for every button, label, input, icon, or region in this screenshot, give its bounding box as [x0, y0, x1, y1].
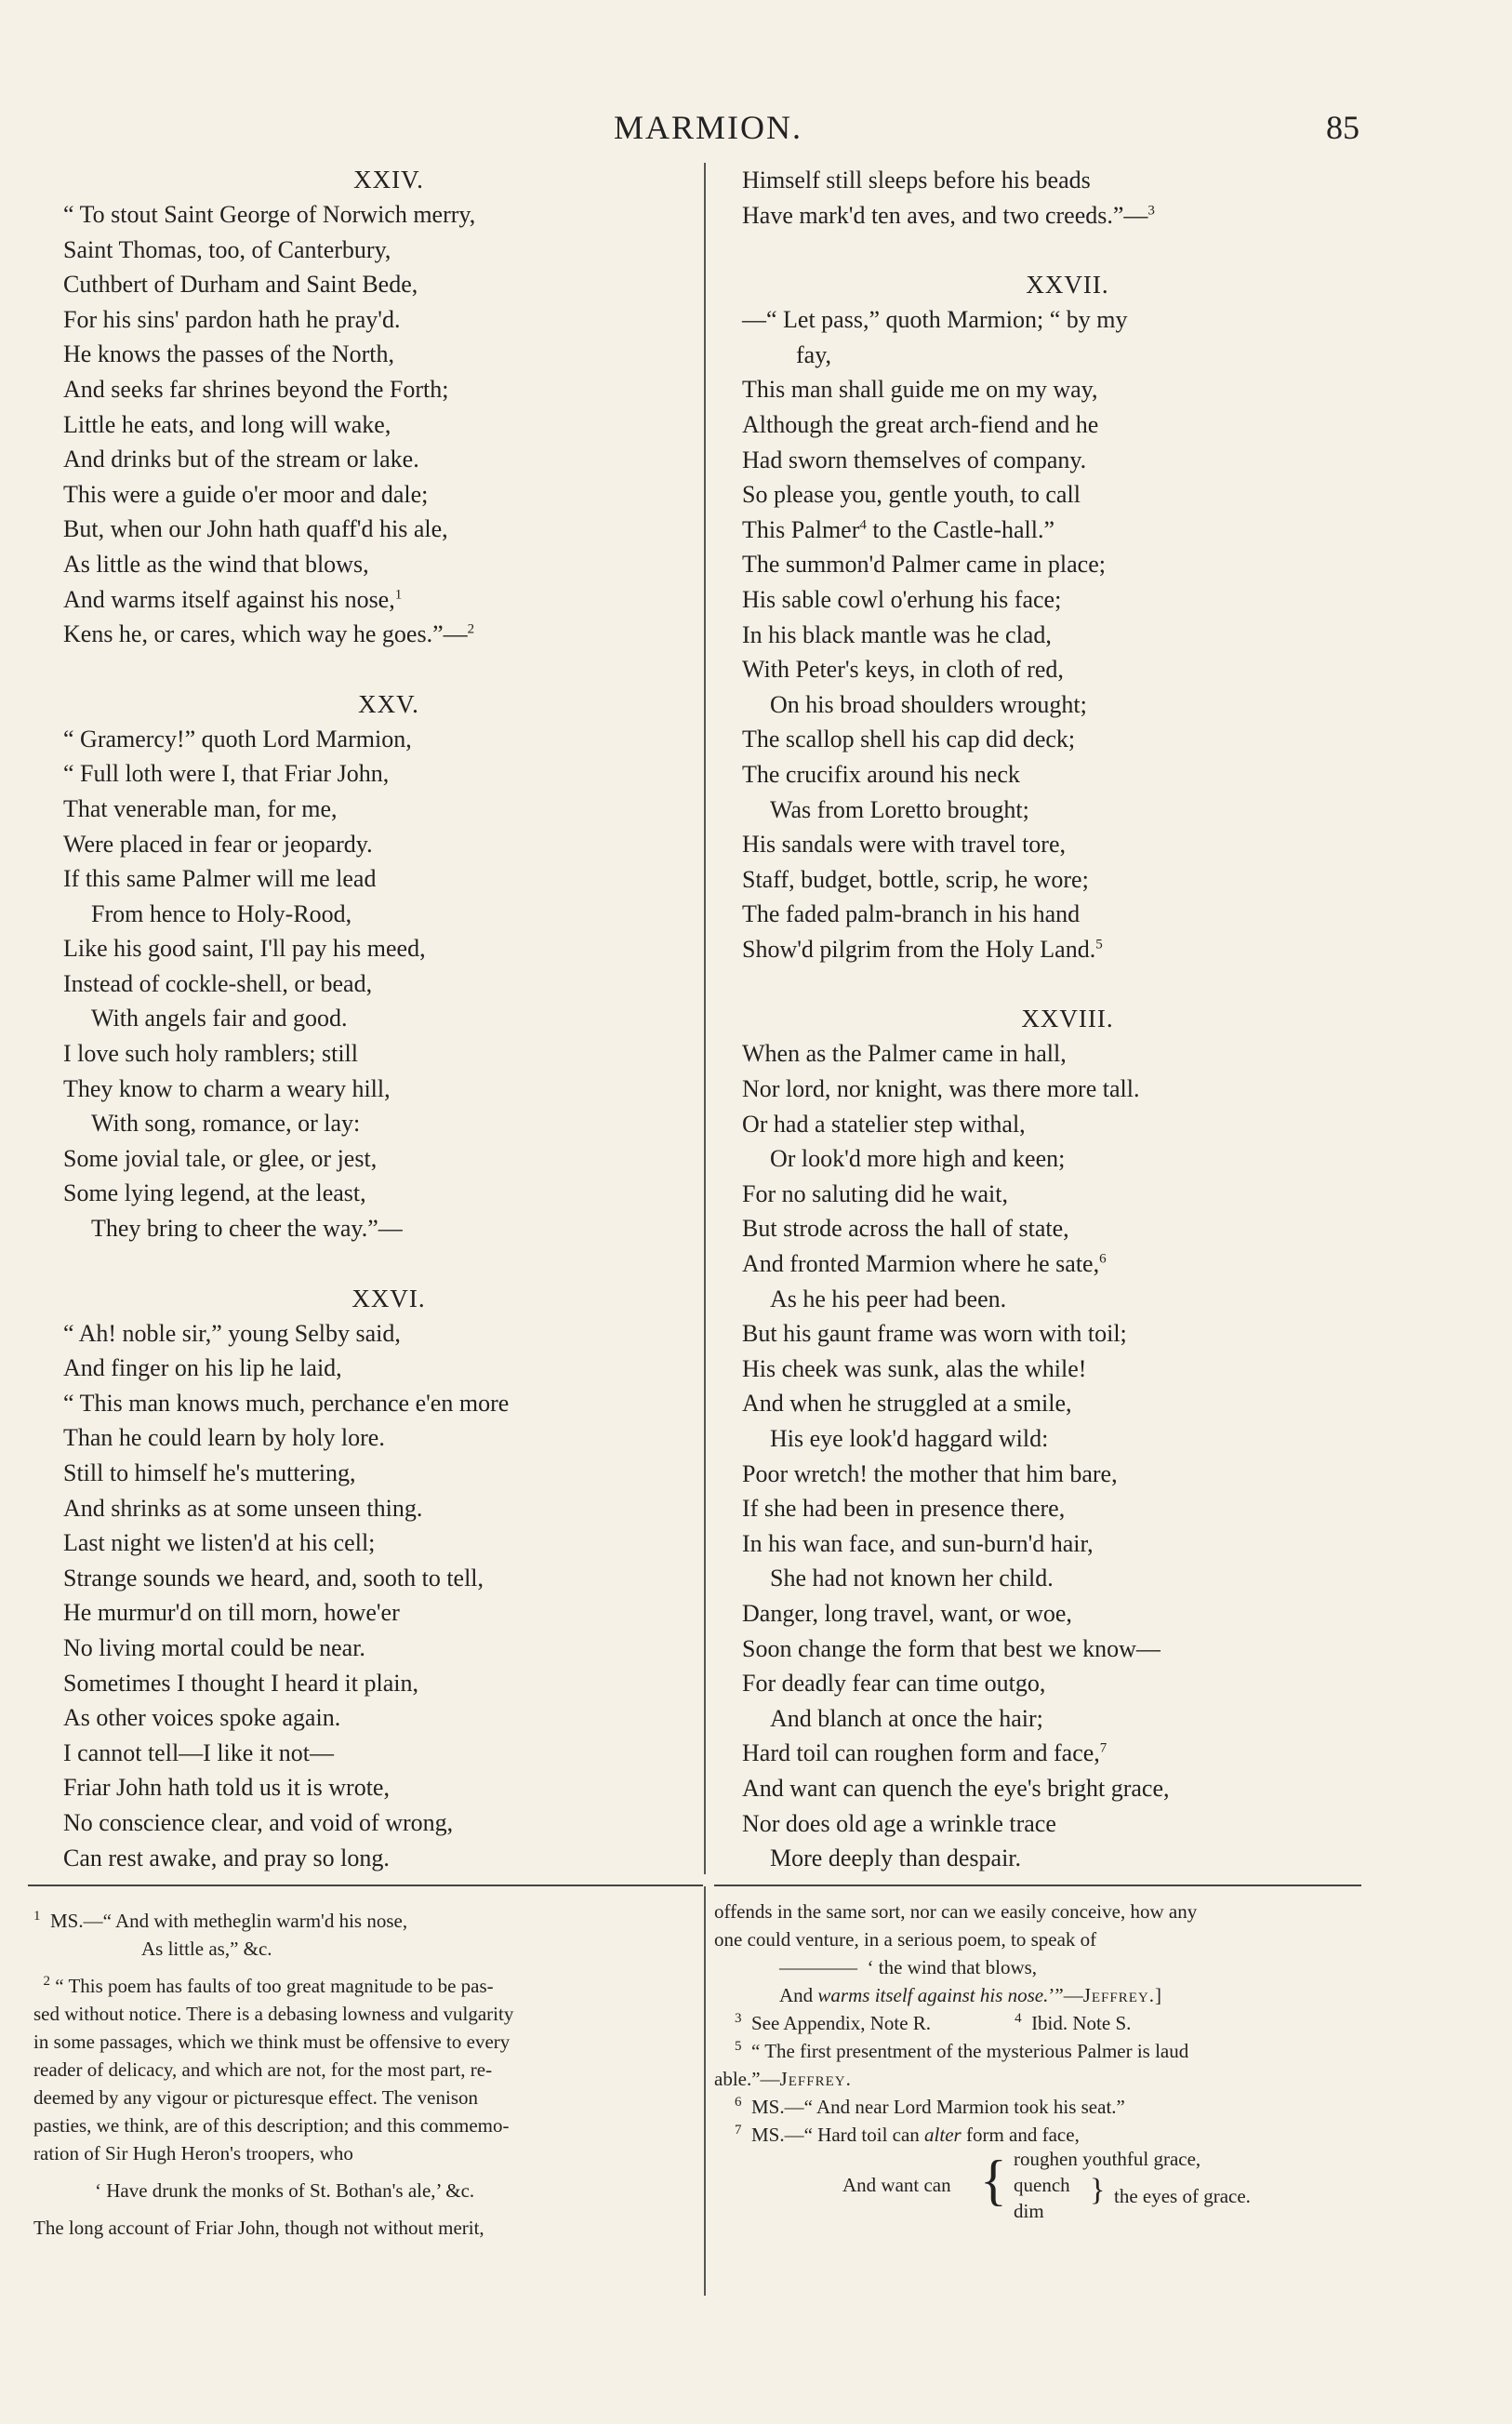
verse-line: If she had been in presence there, — [742, 1495, 1066, 1523]
verse-line: Show'd pilgrim from the Holy Land.$^5$ — [742, 935, 1103, 963]
verse-line: They bring to cheer the way.”— — [91, 1215, 403, 1243]
verse-line: This were a guide o'er moor and dale; — [63, 480, 429, 508]
verse-line: The scallop shell his cap did deck; — [742, 726, 1076, 753]
verse-line: She had not known her child. — [770, 1565, 1054, 1592]
stanza-number: XXIV. — [353, 166, 424, 193]
footnote-ref: 4 — [859, 517, 867, 533]
footnote-5: $^5$ “ The first presentment of the mysterious Palmer is laud — [735, 2039, 1189, 2062]
verse-line: If this same Palmer will me lead — [63, 865, 377, 893]
verse-line: Some lying legend, at the least, — [63, 1179, 366, 1207]
verse-line: His sandals were with travel tore, — [742, 831, 1067, 859]
verse-line: Although the great arch-fiend and he — [742, 410, 1099, 438]
verse-line: This Palmer$^4$ to the Castle-hall.” — [742, 515, 1055, 543]
verse-line: No conscience clear, and void of wrong, — [63, 1808, 454, 1836]
verse-line: The summon'd Palmer came in place; — [742, 551, 1106, 579]
footnote-2-line: sed without notice. There is a debasing lowness and vulgarity — [33, 2003, 514, 2025]
verse-line: “ Full loth were I, that Friar John, — [63, 760, 390, 788]
verse-line: And fronted Marmion where he sate,$^6$ — [742, 1250, 1107, 1278]
verse-line: Danger, long travel, want, or woe, — [742, 1599, 1072, 1627]
verse-line: Than he could learn by holy lore. — [63, 1424, 385, 1452]
verse-line: Poor wretch! the mother that him bare, — [742, 1459, 1118, 1487]
verse-line: With song, romance, or lay: — [91, 1110, 361, 1138]
verse-line: Or look'd more high and keen; — [770, 1145, 1066, 1173]
verse-line: fay, — [796, 340, 832, 368]
footnote-rule-left — [28, 1885, 703, 1886]
verse-line: And when he struggled at a smile, — [742, 1390, 1072, 1418]
verse-line: Or had a statelier step withal, — [742, 1110, 1026, 1138]
verse-line: Have mark'd ten aves, and two creeds.”—$^3$ — [742, 201, 1155, 229]
footnote-1-cont: As little as,” &c. — [141, 1938, 272, 1960]
verse-line: Staff, budget, bottle, scrip, he wore; — [742, 865, 1089, 893]
variant-dim: dim — [1014, 2200, 1044, 2222]
stanza-number: XXV. — [358, 689, 419, 718]
verse-line: And want can quench the eye's bright grace, — [742, 1774, 1170, 1802]
verse-line: And shrinks as at some unseen thing. — [63, 1494, 423, 1522]
verse-line: But strode across the hall of state, — [742, 1215, 1069, 1243]
footnote-7-variants — [714, 2149, 1365, 2238]
verse-line: On his broad shoulders wrought; — [770, 690, 1087, 718]
footnotes-left — [33, 1907, 696, 2242]
running-head: MARMION. — [614, 109, 803, 146]
footnote-ref: 2 — [467, 621, 475, 637]
verse-line: Hard toil can roughen form and face,$^7$ — [742, 1739, 1107, 1767]
verse-line: No living mortal could be near. — [63, 1633, 365, 1661]
verse-line: Some jovial tale, or glee, or jest, — [63, 1144, 378, 1172]
verse-line: But, when our John hath quaff'd his ale, — [63, 515, 448, 543]
verse-line: Last night we listen'd at his cell; — [63, 1529, 376, 1557]
footnote-7: $^7$ MS.—“ Hard toil can alter form and face, — [735, 2123, 1080, 2146]
verse-line: —“ Let pass,” quoth Marmion; “ by my — [742, 306, 1128, 334]
verse-line: And drinks but of the stream or lake. — [63, 446, 419, 473]
verse-line: Were placed in fear or jeopardy. — [63, 830, 373, 858]
verse-line: And warms itself against his nose,$^1$ — [63, 585, 403, 613]
verse-line: Still to himself he's muttering, — [63, 1459, 356, 1486]
verse-line: When as the Palmer came in hall, — [742, 1040, 1067, 1068]
footnote-5-cont: able.”—Jeffrey. — [714, 2068, 852, 2090]
verse-line: “ Gramercy!” quoth Lord Marmion, — [63, 725, 412, 753]
verse-line: In his wan face, and sun-burn'd hair, — [742, 1529, 1094, 1557]
verse-line: Sometimes I thought I heard it plain, — [63, 1669, 418, 1697]
footnote-ref: 6 — [1099, 1251, 1107, 1267]
verse-line: And finger on his lip he laid, — [63, 1354, 342, 1382]
verse-line: I love such holy ramblers; still — [63, 1040, 359, 1068]
verse-line: But his gaunt frame was worn with toil; — [742, 1320, 1127, 1348]
footnote-2: $^2$ “ This poem has faults of too great magnitude to be pas- — [43, 1974, 494, 1997]
footnote-2-line: The long account of Friar John, though not without merit, — [33, 2217, 484, 2239]
footnote-ref: 1 — [394, 586, 403, 602]
footnote-2-continued: one could venture, in a serious poem, to speak of — [714, 1928, 1097, 1951]
verse-line: Little he eats, and long will wake, — [63, 410, 391, 438]
verse-line: As other voices spoke again. — [63, 1704, 341, 1732]
stanza-number: XXVI. — [351, 1284, 426, 1312]
verse-line: Nor lord, nor knight, was there more tall. — [742, 1075, 1140, 1103]
verse-line: And seeks far shrines beyond the Forth; — [63, 375, 449, 403]
verse-line: His cheek was sunk, alas the while! — [742, 1354, 1087, 1382]
footnote-2-line: pasties, we think, are of this description; and this commemo- — [33, 2114, 510, 2137]
footnote-2-quote: ‘ Have drunk the monks of St. Bothan's ale,’ &c. — [95, 2179, 475, 2202]
footnote-2-line: ration of Sir Hugh Heron's troopers, who — [33, 2142, 353, 2164]
verse-line: I cannot tell—I like it not— — [63, 1738, 334, 1766]
verse-line: Cuthbert of Durham and Saint Bede, — [63, 271, 418, 299]
verse-line: He murmur'd on till morn, howe'er — [63, 1599, 400, 1627]
verse-line: From hence to Holy-Rood, — [91, 899, 352, 927]
verse-line: They know to charm a weary hill, — [63, 1074, 391, 1102]
footnote-3-4: $^3$ See Appendix, Note R. $^4$ Ibid. Note S. — [735, 2011, 1132, 2034]
verse-line: As little as the wind that blows, — [63, 550, 369, 578]
verse-line: Himself still sleeps before his beads — [742, 166, 1091, 193]
footnote-ref: 5 — [1095, 937, 1103, 952]
verse-line: With angels fair and good. — [91, 1005, 348, 1032]
verse-line: For his sins' pardon hath he pray'd. — [63, 305, 401, 333]
left-column — [63, 163, 714, 1875]
verse-line: Strange sounds we heard, and, sooth to tell, — [63, 1564, 484, 1592]
footnote-1: $^1$ MS.—“ And with metheglin warm'd his nose, — [33, 1909, 408, 1932]
verse-line: So please you, gentle youth, to call — [742, 481, 1081, 509]
footnote-2-line: deemed by any vigour or picturesque effect. The venison — [33, 2086, 478, 2109]
verse-line: Can rest awake, and pray so long. — [63, 1844, 390, 1871]
footnote-2-continued: offends in the same sort, nor can we easily conceive, how any — [714, 1900, 1198, 1923]
stanza-number: XXVII. — [1026, 271, 1109, 300]
verse-line: Soon change the form that best we know— — [742, 1634, 1161, 1662]
verse-line: Was from Loretto brought; — [770, 795, 1029, 823]
footnote-column-divider — [704, 1886, 706, 2296]
verse-line: This man shall guide me on my way, — [742, 376, 1098, 404]
footnote-ref: 7 — [1099, 1740, 1107, 1756]
verse-line: “ Ah! noble sir,” young Selby said, — [63, 1319, 401, 1347]
verse-line: His sable cowl o'erhung his face; — [742, 585, 1062, 613]
verse-line: Kens he, or cares, which way he goes.”—$^2$ — [63, 620, 475, 648]
column-divider — [704, 163, 706, 1874]
left-brace: { — [980, 2150, 1007, 2211]
verse-line: Nor does old age a wrinkle trace — [742, 1809, 1056, 1837]
verse-line: More deeply than despair. — [770, 1845, 1022, 1872]
verse-line: In his black mantle was he clad, — [742, 620, 1052, 648]
footnote-rule-right — [714, 1885, 1361, 1886]
verse-line: Friar John hath told us it is wrote, — [63, 1774, 390, 1802]
verse-line: He knows the passes of the North, — [63, 340, 394, 368]
verse-line: His eye look'd haggard wild: — [770, 1425, 1049, 1452]
footnote-2-line: reader of delicacy, and which are not, for the most part, re- — [33, 2058, 493, 2081]
verse-line: “ This man knows much, perchance e'en more — [63, 1389, 510, 1417]
verse-line: For no saluting did he wait, — [742, 1179, 1008, 1207]
footnote-ref: 3 — [1147, 202, 1155, 218]
right-brace: } — [1090, 2173, 1106, 2207]
footnote-2-line: in some passages, which we think must be offensive to every — [33, 2031, 511, 2053]
page-number: 85 — [1326, 109, 1359, 146]
verse-line: The faded palm-branch in his hand — [742, 900, 1081, 928]
verse-line: And blanch at once the hair; — [770, 1704, 1043, 1732]
verse-line: The crucifix around his neck — [742, 760, 1020, 788]
footnotes-right — [714, 1898, 1365, 2238]
variant-quench: quench — [1014, 2174, 1070, 2196]
verse-line: “ To stout Saint George of Norwich merry, — [63, 201, 476, 228]
variant-lead: And want can — [842, 2174, 951, 2196]
verse-line: That venerable man, for me, — [63, 794, 338, 822]
footnote-2-quote-line: And warms itself against his nose.’”—Jeffrey.] — [779, 1984, 1162, 2006]
verse-line: Had sworn themselves of company. — [742, 446, 1087, 473]
verse-line: Saint Thomas, too, of Canterbury, — [63, 235, 391, 263]
right-column — [742, 163, 1393, 1876]
verse-line: With Peter's keys, in cloth of red, — [742, 656, 1064, 684]
footnote-2-quote-line: ———— ‘ the wind that blows, — [779, 1956, 1038, 1978]
verse-line: Instead of cockle-shell, or bead, — [63, 969, 373, 997]
variant-roughen: roughen youthful grace, — [1014, 2148, 1201, 2170]
variant-tail: the eyes of grace. — [1114, 2185, 1251, 2207]
verse-line: As he his peer had been. — [770, 1285, 1007, 1312]
verse-line: Like his good saint, I'll pay his meed, — [63, 935, 426, 963]
verse-line: For deadly fear can time outgo, — [742, 1670, 1046, 1698]
footnote-6: $^6$ MS.—“ And near Lord Marmion took his seat.” — [735, 2095, 1125, 2118]
stanza-number: XXVIII. — [1021, 1005, 1114, 1033]
